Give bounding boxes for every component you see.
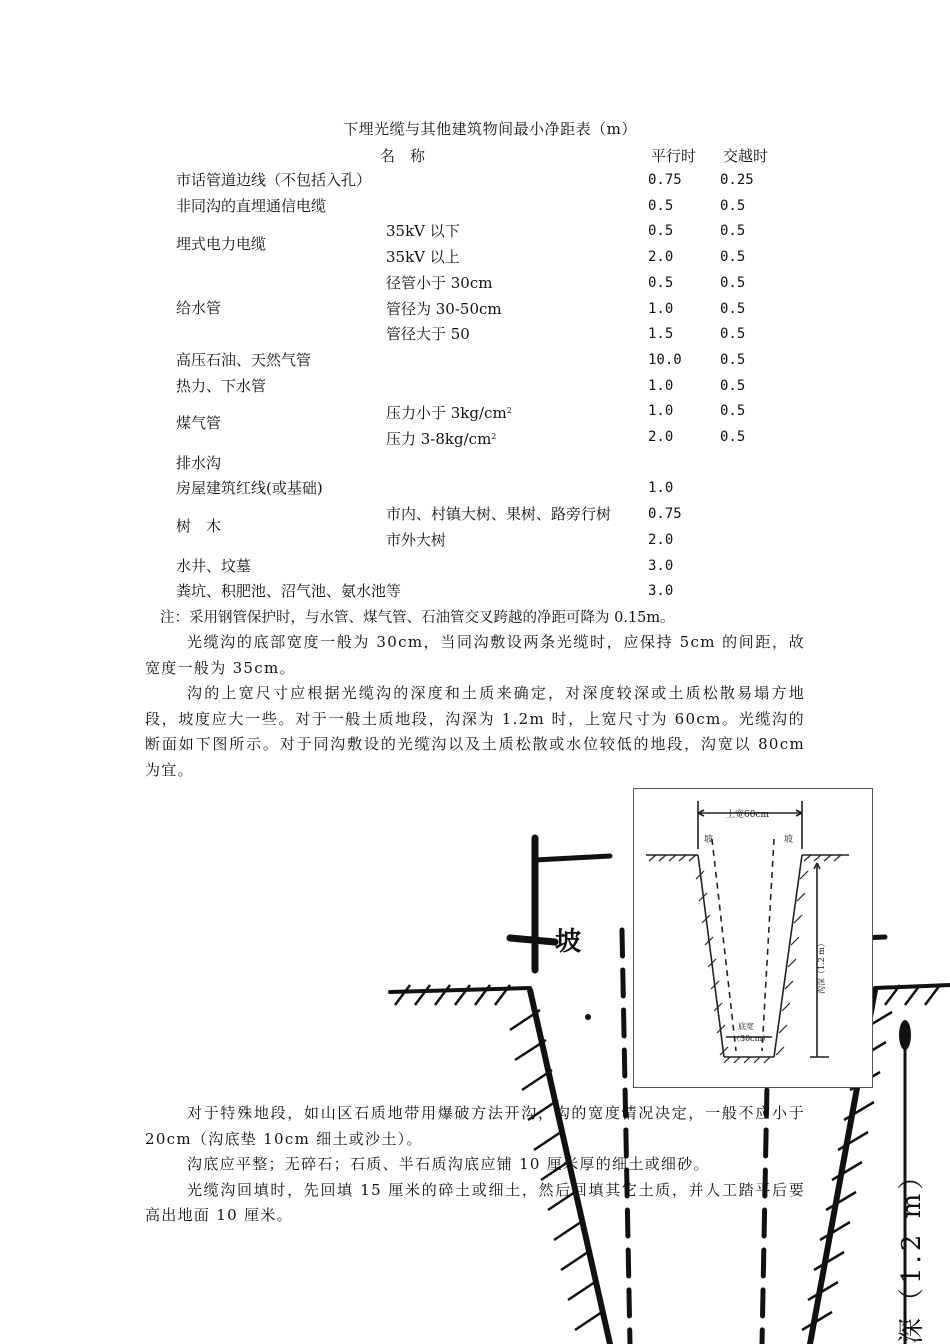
row-subcategory: 管径为 30-50cm (386, 299, 502, 318)
paragraph-backfill: 光缆沟回填时，先回填 15 厘米的碎土或细土，然后回填其它土质，并人工踏平后要高出地面 10 厘米。 (145, 1180, 805, 1224)
row-subcategory: 管径大于 50 (386, 325, 470, 344)
row-parallel-value: 3.0 (648, 557, 674, 574)
row-parallel-value: 1.5 (648, 326, 674, 343)
row-subcategory: 径管小于 30cm (386, 273, 493, 292)
trench-diagram-inset (633, 788, 873, 1088)
row-cross-value: 0.5 (720, 197, 746, 214)
group-water-pipe: 给水管 (176, 299, 222, 317)
row-cross-value: 0.5 (720, 351, 746, 368)
row-subcategory: 市外大树 (386, 530, 447, 549)
row-parallel-value: 0.75 (648, 506, 682, 523)
row-parallel-value: 1.0 (648, 377, 674, 394)
row-subcategory: 压力小于 $3kg/cm^2$ (386, 404, 512, 423)
inset-slope-right: 坡 (784, 835, 794, 845)
row-name: 热力、下水管 (176, 376, 267, 395)
inset-bottom-value: （30cm） (732, 1034, 771, 1043)
row-cross-value: 0.5 (720, 274, 746, 291)
paragraph-trench-bottom: 沟底应平整；无碎石；石质、半石质沟底应铺 10 厘米厚的细土或细砂。 (187, 1155, 710, 1173)
row-name: 排水沟 (176, 453, 222, 472)
large-depth-label: 深（1.2 m） (897, 1159, 927, 1344)
row-name: 高压石油、天然气管 (176, 350, 312, 369)
row-name: 房屋建筑红线(或基础) (176, 479, 323, 498)
row-parallel-value: 3.0 (648, 583, 674, 600)
row-parallel-value: 1.0 (648, 300, 674, 317)
large-slope-label: 坡 (555, 927, 582, 957)
row-cross-value: 0.5 (720, 429, 746, 445)
inset-bottom-width: 底宽 (738, 1022, 754, 1031)
row-subcategory: 压力 $3-8kg/cm^2$ (386, 430, 497, 448)
row-name: 水井、坟墓 (176, 556, 252, 575)
row-name: 非同沟的直埋通信电缆 (176, 196, 327, 215)
row-parallel-value: 0.75 (648, 172, 682, 188)
row-parallel-value: 0.5 (648, 274, 674, 291)
row-name: 粪坑、积肥池、沼气池、氨水池等 (176, 582, 402, 601)
row-name: 市话管道边线（不包括入孔） (176, 171, 372, 189)
row-parallel-value: 2.0 (648, 531, 674, 548)
group-trees: 树 木 (176, 517, 222, 535)
row-cross-value: 0.5 (720, 326, 746, 343)
row-cross-value: 0.25 (720, 172, 754, 188)
group-gas-pipe: 煤气管 (176, 414, 222, 432)
paragraph-top-width: 沟的上宽尺寸应根据光缆沟的深度和土质来确定，对深度较深或土质松散易塌方地段，坡度应大一些。对于一般土质地段，沟深为 1.2m 时，上宽尺寸为 60cm。光缆沟的断面如下图所示。对于同沟敷设的光缆沟以及土质松散或水位较低的地段，沟宽以 80cm 为宜。 (145, 684, 805, 779)
inset-top-width: 上宽60cm (726, 810, 770, 820)
superscript-2: 2 (491, 432, 497, 441)
inset-depth: 沟深（1.2 m） (817, 939, 826, 994)
body-text-lower (145, 1101, 805, 1229)
row-cross-value: 0.5 (720, 249, 746, 266)
row-parallel-value: 2.0 (648, 429, 674, 445)
paragraph-special-sections: 对于特殊地段，如山区石质地带用爆破方法开沟，沟的宽度情况决定，一般不应小于 20cm（沟底垫 10cm 细土或沙土）。 (145, 1104, 805, 1148)
body-text-upper (145, 630, 805, 783)
table-title: 下埋光缆与其他建筑物间最小净距表（m） (343, 120, 637, 138)
header-name: 名 称 (380, 147, 426, 165)
row-parallel-value: 1.0 (648, 403, 674, 420)
row-cross-value: 0.5 (720, 223, 746, 240)
row-parallel-value: 10.0 (648, 351, 682, 368)
row-parallel-value: 0.5 (648, 197, 674, 214)
row-cross-value: 0.5 (720, 377, 746, 394)
row-subcategory: 35kV 以下 (386, 222, 460, 241)
table-note: 注：采用钢管保护时，与水管、煤气管、石油管交叉跨越的净距可降为 0.15m。 (160, 610, 675, 626)
row-parallel-value: 1.0 (648, 480, 674, 497)
header-parallel: 平行时 (651, 147, 697, 165)
inset-slope-left: 坡 (704, 835, 714, 845)
row-parallel-value: 2.0 (648, 249, 674, 266)
superscript-2: 2 (506, 406, 512, 416)
paragraph-bottom-width: 光缆沟的底部宽度一般为 30cm，当同沟敷设两条光缆时，应保持 5cm 的间距，故宽度一般为 35cm。 (145, 633, 805, 677)
group-power-cable: 埋式电力电缆 (176, 235, 267, 253)
header-cross: 交越时 (723, 147, 769, 165)
row-subcategory: 35kV 以上 (386, 248, 460, 267)
row-parallel-value: 0.5 (648, 223, 674, 240)
row-cross-value: 0.5 (720, 300, 746, 317)
row-subcategory: 市内、村镇大树、果树、路旁行树 (386, 505, 612, 524)
row-cross-value: 0.5 (720, 403, 746, 420)
